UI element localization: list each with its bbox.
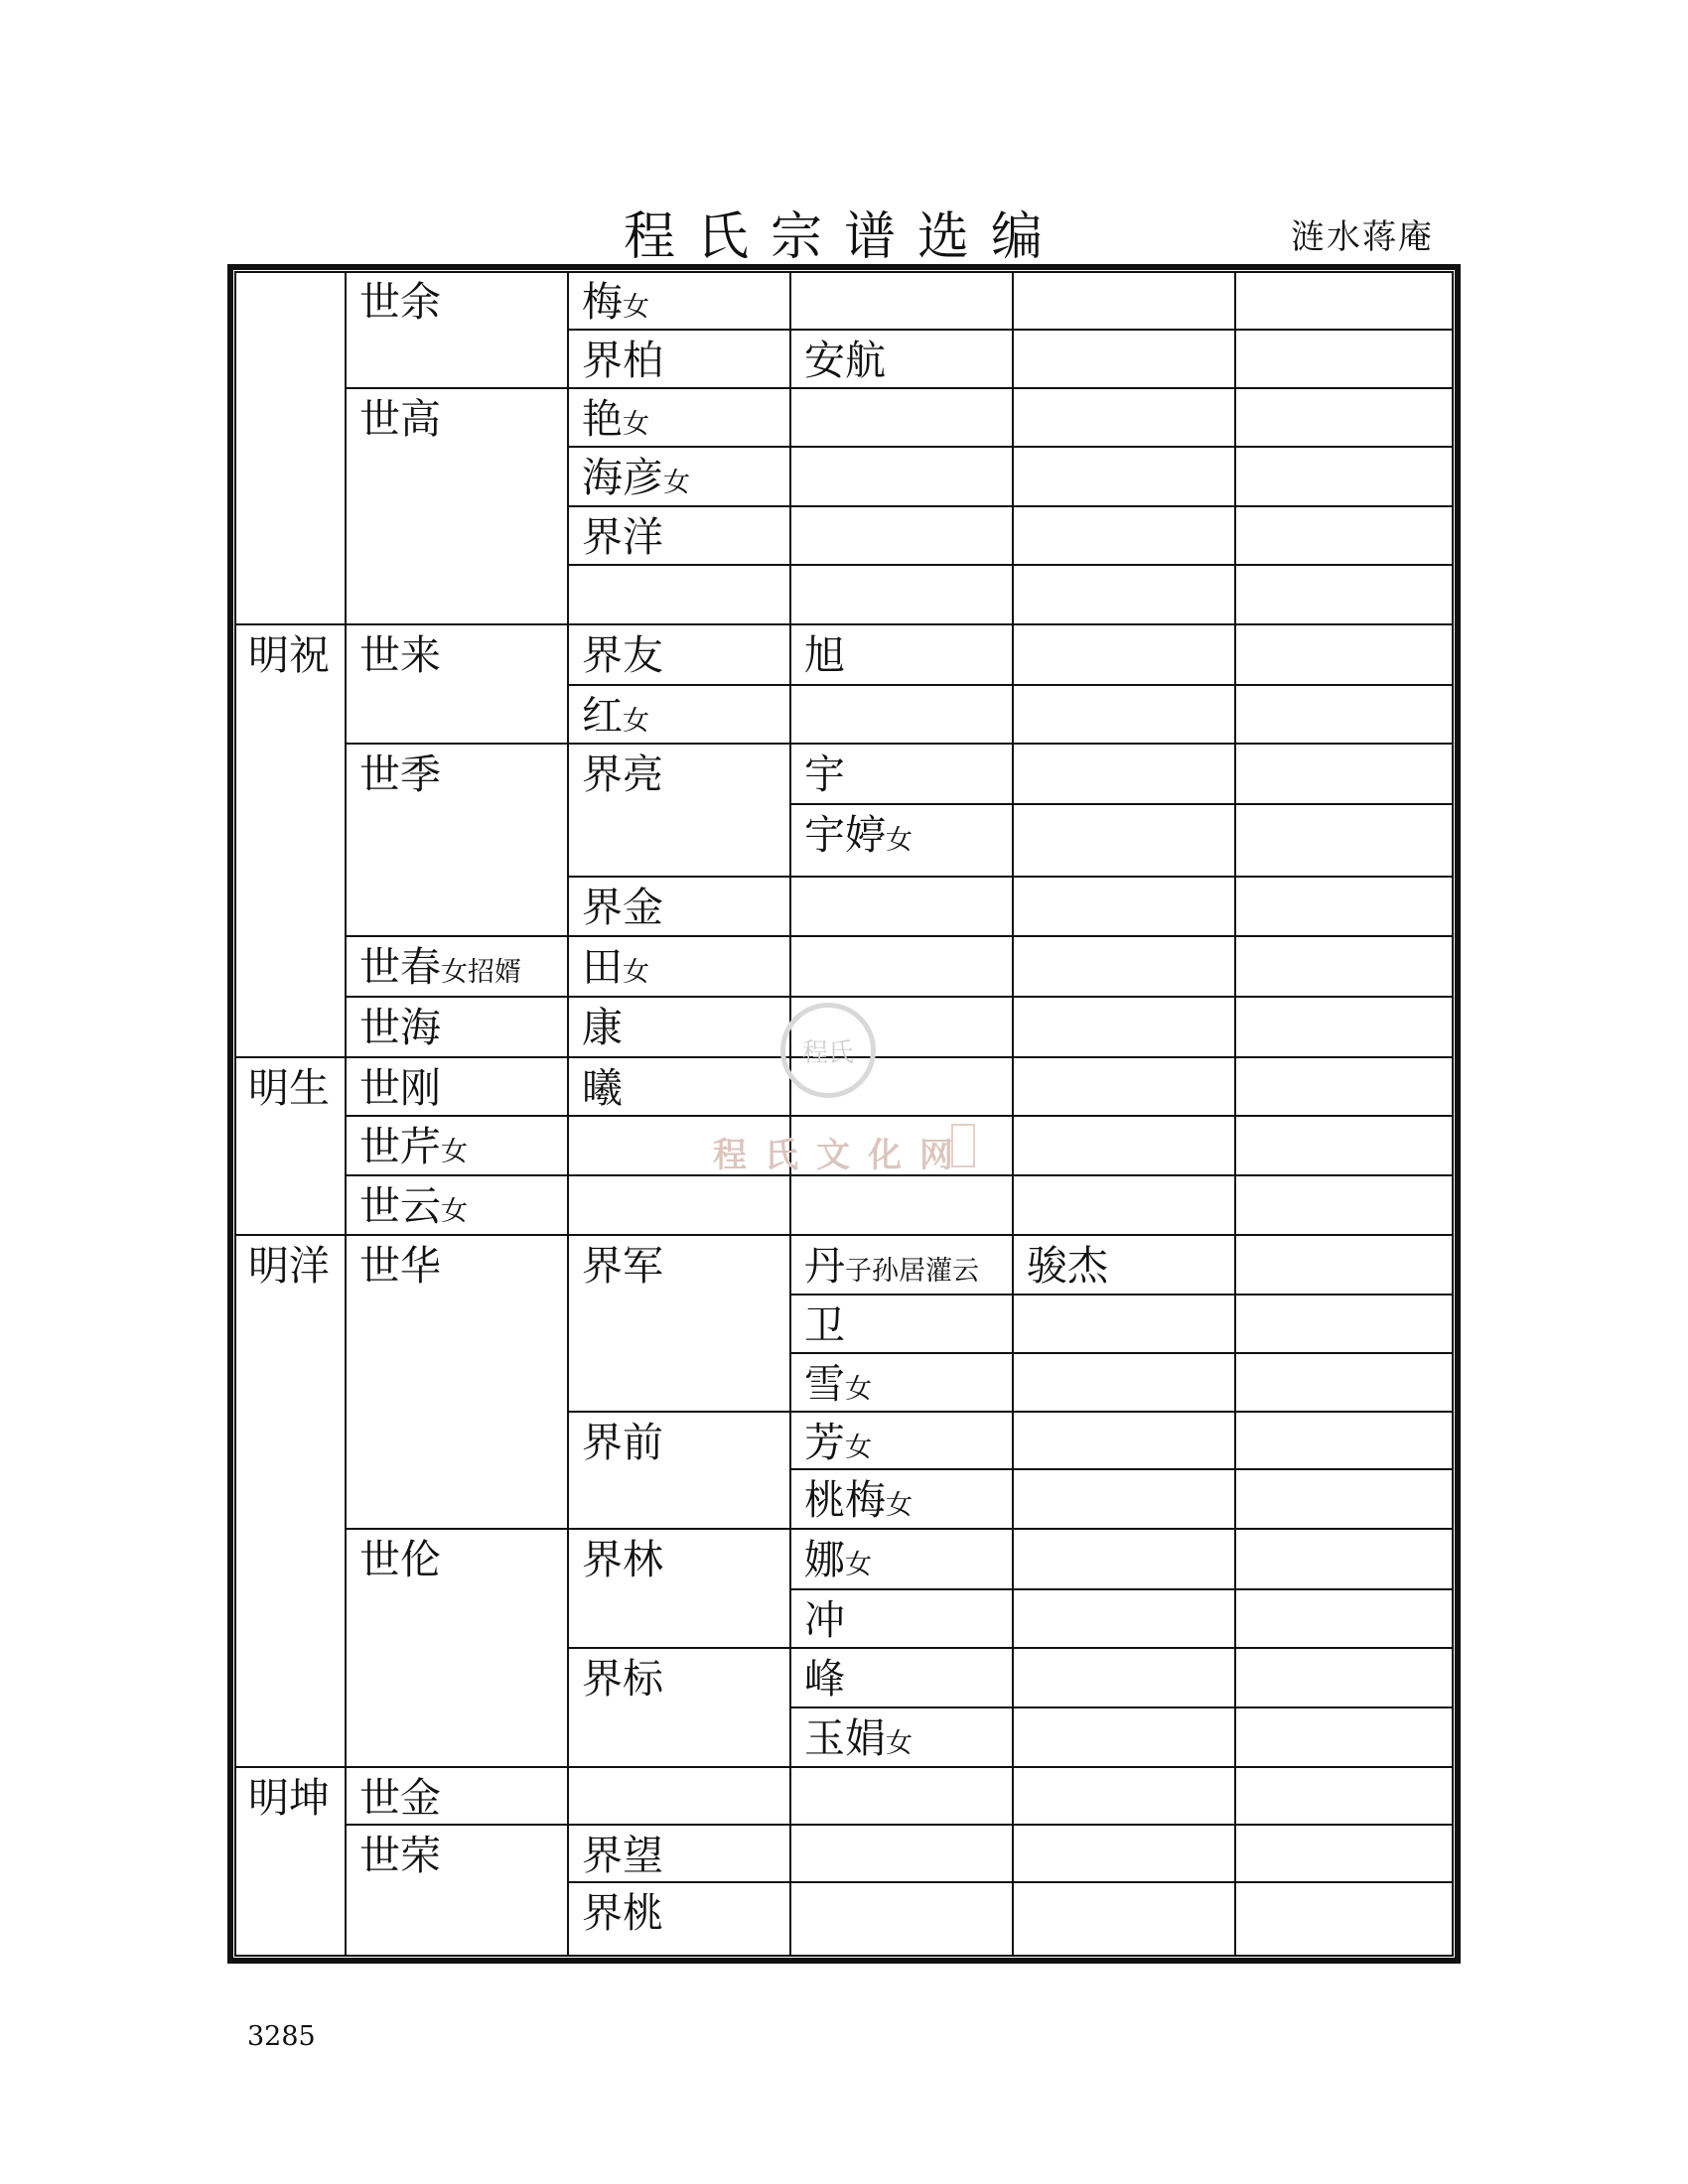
genealogy-cell — [582, 278, 649, 326]
person-name: 娜 — [804, 1536, 845, 1583]
person-name: 丹 — [804, 1242, 845, 1290]
row-divider — [234, 1234, 1454, 1236]
row-divider — [568, 329, 1454, 331]
genealogy-cell — [248, 1242, 330, 1290]
column-divider — [567, 271, 569, 1957]
person-note: 女 — [623, 292, 649, 323]
person-name: 芳 — [804, 1419, 845, 1466]
person-name: 界前 — [582, 1419, 663, 1466]
branch-subtitle: 涟水蒋庵 — [1291, 217, 1434, 257]
person-name: 安航 — [804, 337, 886, 384]
genealogy-cell — [359, 1536, 441, 1583]
person-name: 界桃 — [582, 1889, 663, 1937]
page-title: 程氏宗谱选编 — [623, 207, 1064, 267]
person-name: 世伦 — [359, 1536, 441, 1583]
genealogy-cell — [582, 692, 649, 740]
person-name: 世云 — [359, 1182, 441, 1230]
person-name: 艳 — [582, 395, 623, 443]
person-name: 界金 — [582, 884, 663, 931]
person-name: 红 — [582, 692, 623, 740]
genealogy-cell — [804, 1476, 913, 1524]
genealogy-cell — [582, 1889, 663, 1937]
person-name: 旭 — [804, 631, 845, 679]
row-divider — [568, 1647, 1454, 1649]
genealogy-cell — [582, 751, 663, 798]
row-divider — [346, 1115, 1454, 1117]
person-note: 女 — [845, 1550, 872, 1580]
row-divider — [568, 876, 1454, 878]
person-name: 界标 — [582, 1655, 663, 1703]
genealogy-cell — [359, 1064, 441, 1112]
row-divider — [568, 1411, 1454, 1413]
watermark-text: 程氏文化网 — [713, 1136, 971, 1175]
page-number: 3285 — [247, 2021, 316, 2052]
person-name: 界友 — [582, 631, 663, 679]
row-divider — [346, 1528, 1454, 1530]
genealogy-cell — [582, 395, 649, 443]
watermark-stamp-icon — [951, 1124, 975, 1167]
genealogy-cell — [582, 943, 649, 991]
row-divider — [790, 1588, 1454, 1590]
column-divider — [345, 271, 347, 1957]
person-name: 冲 — [804, 1596, 845, 1644]
row-divider — [568, 1881, 1454, 1883]
column-divider — [789, 271, 791, 1957]
genealogy-cell — [1027, 1242, 1108, 1290]
column-divider — [1234, 271, 1236, 1957]
genealogy-cell — [804, 811, 913, 859]
genealogy-cell — [359, 1832, 441, 1879]
watermark-seal-text: 程氏 — [801, 1037, 854, 1068]
genealogy-cell — [582, 1832, 663, 1879]
person-name: 曦 — [582, 1064, 623, 1112]
person-name: 界柏 — [582, 337, 663, 384]
row-divider — [568, 564, 1454, 566]
genealogy-cell — [804, 1301, 845, 1349]
genealogy-cell — [804, 1536, 872, 1583]
person-name: 明生 — [248, 1064, 330, 1112]
genealogy-cell — [582, 454, 690, 501]
person-name: 康 — [582, 1004, 623, 1051]
genealogy-cell — [804, 751, 845, 798]
person-name: 宇婷 — [804, 811, 886, 859]
row-divider — [790, 1352, 1454, 1354]
genealogy-table — [234, 271, 1454, 1957]
person-note: 女 — [886, 1728, 913, 1759]
person-name: 田 — [582, 943, 623, 991]
row-divider — [790, 1468, 1454, 1470]
person-name: 明洋 — [248, 1242, 330, 1290]
genealogy-cell — [248, 1774, 330, 1822]
person-note: 女 — [441, 1137, 468, 1167]
row-divider — [790, 1706, 1454, 1708]
person-note: 女 — [886, 1490, 913, 1521]
genealogy-cell — [804, 1242, 979, 1290]
row-divider — [568, 446, 1454, 448]
person-note: 女 — [623, 957, 649, 988]
genealogy-cell — [582, 884, 663, 931]
person-name: 世芹 — [359, 1123, 441, 1170]
person-note: 女 — [663, 468, 690, 498]
person-name: 海彦 — [582, 454, 663, 501]
genealogy-cell — [359, 1123, 468, 1170]
genealogy-cell — [359, 395, 441, 443]
genealogy-cell — [804, 1596, 845, 1644]
person-name: 玉娟 — [804, 1714, 886, 1762]
column-divider — [1012, 271, 1014, 1957]
genealogy-cell — [359, 943, 521, 991]
person-name: 桃梅 — [804, 1476, 886, 1524]
person-note: 女 — [441, 1196, 468, 1227]
person-name: 界亮 — [582, 751, 663, 798]
genealogy-cell — [804, 337, 886, 384]
genealogy-cell — [582, 513, 663, 561]
person-name: 世华 — [359, 1242, 441, 1290]
watermark-seal — [780, 1003, 876, 1098]
row-divider — [568, 684, 1454, 686]
person-note: 女招婿 — [441, 957, 521, 988]
person-note: 女 — [845, 1374, 872, 1405]
person-note: 女 — [845, 1433, 872, 1463]
row-divider — [790, 803, 1454, 805]
person-note: 女 — [886, 825, 913, 856]
person-note: 女 — [623, 409, 649, 440]
genealogy-cell — [582, 1064, 623, 1112]
person-name: 世来 — [359, 631, 441, 679]
row-divider — [346, 935, 1454, 937]
row-divider — [790, 1294, 1454, 1296]
person-note: 子孙居灌云 — [845, 1256, 979, 1287]
person-name: 骏杰 — [1027, 1242, 1108, 1290]
genealogy-cell — [804, 1714, 913, 1762]
genealogy-cell — [248, 1064, 330, 1112]
person-name: 宇 — [804, 751, 845, 798]
genealogy-cell — [359, 1242, 441, 1290]
person-name: 明祝 — [248, 631, 330, 679]
row-divider — [568, 505, 1454, 507]
genealogy-cell — [582, 1536, 663, 1583]
person-name: 世金 — [359, 1774, 441, 1822]
person-name: 世季 — [359, 751, 441, 798]
genealogy-cell — [582, 1242, 663, 1290]
person-name: 世荣 — [359, 1832, 441, 1879]
genealogy-cell — [582, 1419, 663, 1466]
person-name: 卫 — [804, 1301, 845, 1349]
row-divider — [346, 996, 1454, 998]
person-name: 界军 — [582, 1242, 663, 1290]
genealogy-cell — [359, 751, 441, 798]
genealogy-cell — [359, 1774, 441, 1822]
person-note: 女 — [623, 706, 649, 737]
genealogy-cell — [804, 1419, 872, 1466]
genealogy-cell — [248, 631, 330, 679]
person-name: 世余 — [359, 278, 441, 326]
row-divider — [346, 1824, 1454, 1826]
genealogy-cell — [359, 631, 441, 679]
row-divider — [234, 1766, 1454, 1768]
genealogy-cell — [582, 631, 663, 679]
person-name: 雪 — [804, 1360, 845, 1408]
row-divider — [346, 743, 1454, 745]
genealogy-cell — [804, 631, 845, 679]
genealogy-cell — [359, 1182, 468, 1230]
row-divider — [234, 623, 1454, 625]
row-divider — [346, 387, 1454, 389]
genealogy-cell — [582, 1004, 623, 1051]
person-name: 世春 — [359, 943, 441, 991]
person-name: 界洋 — [582, 513, 663, 561]
genealogy-cell — [359, 278, 441, 326]
person-name: 世刚 — [359, 1064, 441, 1112]
genealogy-cell — [804, 1360, 872, 1408]
person-name: 世高 — [359, 395, 441, 443]
person-name: 梅 — [582, 278, 623, 326]
person-name: 界望 — [582, 1832, 663, 1879]
genealogy-cell — [804, 1655, 845, 1703]
genealogy-cell — [582, 337, 663, 384]
genealogy-cell — [582, 1655, 663, 1703]
person-name: 明坤 — [248, 1774, 330, 1822]
genealogy-cell — [359, 1004, 441, 1051]
person-name: 世海 — [359, 1004, 441, 1051]
person-name: 界林 — [582, 1536, 663, 1583]
person-name: 峰 — [804, 1655, 845, 1703]
